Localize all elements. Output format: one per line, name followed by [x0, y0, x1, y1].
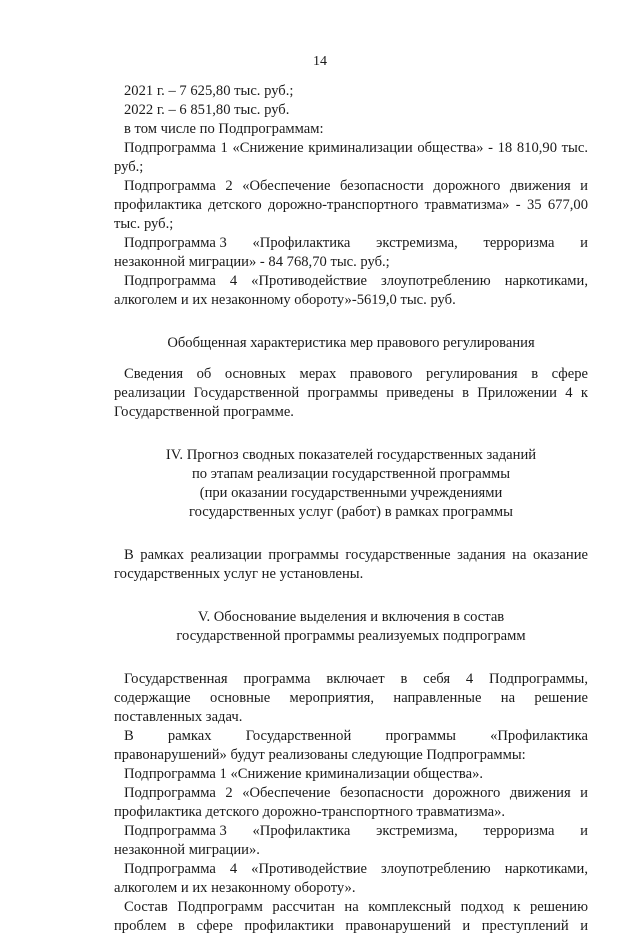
section-4-heading-line: по этапам реализации государственной программы: [191, 466, 511, 482]
word: рамках: [167, 728, 212, 744]
word: «Профилактика: [490, 728, 588, 744]
section-5-heading-line: государственной программы реализуемых подпрограмм: [176, 628, 526, 644]
page-number: 14: [313, 54, 327, 69]
word: и: [580, 823, 588, 839]
section-5-paragraph-2-line1: [114, 727, 588, 746]
finance-subprogram-4: Подпрограмма 4 «Противодействие злоупотреблению наркотиками, алкоголем и их незаконному обороту»-5619,0 тыс. руб.: [114, 273, 588, 308]
document-body: [114, 82, 588, 936]
finance-subprograms-intro: в том числе по Подпрограммам:: [124, 121, 324, 137]
word: экстремизма,: [376, 235, 458, 251]
section-5-heading-line: V. Обоснование выделения и включения в состав: [197, 609, 505, 625]
word: Подпрограмма 3: [124, 235, 227, 251]
section-5-subprogram-1: Подпрограмма 1 «Снижение криминализации общества».: [124, 766, 484, 782]
section-5-paragraph-1: Государственная программа включает в себя 4 Подпрограммы, содержащие основные мероприятия, направленные на решение поставленных задач.: [114, 671, 588, 725]
section-4-heading: [114, 446, 588, 522]
section-5-heading: [114, 608, 588, 646]
finance-subprogram-3-line1: [114, 234, 588, 253]
finance-subprogram-2: Подпрограмма 2 «Обеспечение безопасности дорожного движения и профилактика детского дорожно-транспортного травматизма» - 35 677,00 тыс. руб.;: [114, 178, 588, 232]
section-4-text: В рамках реализации программы государственные задания на оказание государственных услуг не установлены.: [114, 547, 588, 582]
legal-regulation-heading: Обобщенная характеристика мер правового регулирования: [167, 335, 535, 351]
word: Государственной: [245, 728, 352, 744]
word: программы: [385, 728, 456, 744]
finance-2021: 2021 г. – 7 625,80 тыс. руб.;: [124, 83, 294, 99]
word: и: [580, 235, 588, 251]
finance-subprogram-1: Подпрограмма 1 «Снижение криминализации общества» - 18 810,90 тыс. руб.;: [114, 140, 588, 175]
word: экстремизма,: [376, 823, 458, 839]
finance-2022: 2022 г. – 6 851,80 тыс. руб.: [124, 102, 290, 118]
word: «Профилактика: [252, 235, 351, 251]
legal-regulation-text: Сведения об основных мерах правового регулирования в сфере реализации Государственной программы приведены в Приложении 4 к Государственной программе.: [114, 366, 588, 420]
section-5-subprogram-3-line2: незаконной миграции».: [114, 842, 260, 858]
finance-subprogram-3-line2: незаконной миграции» - 84 768,70 тыс. руб.;: [114, 254, 390, 270]
word: «Профилактика: [252, 823, 351, 839]
word: Подпрограмма 3: [124, 823, 227, 839]
section-5-subprogram-4: Подпрограмма 4 «Противодействие злоупотреблению наркотиками, алкоголем и их незаконному обороту».: [114, 861, 588, 896]
word: терроризма: [483, 823, 555, 839]
word: терроризма: [483, 235, 555, 251]
section-5-subprogram-2: Подпрограмма 2 «Обеспечение безопасности дорожного движения и профилактика детского дорожно-транспортного травматизма».: [114, 785, 588, 820]
section-4-heading-line: государственных услуг (работ) в рамках программы: [189, 504, 513, 520]
section-4-heading-line: (при оказании государственными учреждениями: [199, 485, 503, 501]
word: В: [124, 728, 134, 744]
section-5-composition: Состав Подпрограмм рассчитан на комплексный подход к решению проблем в сфере профилактики правонарушений и преступлений и: [114, 899, 588, 934]
section-5-subprogram-3-line1: [114, 822, 588, 841]
section-5-paragraph-2-line2: правонарушений» будут реализованы следующие Подпрограммы:: [114, 747, 526, 763]
section-4-heading-line: IV. Прогноз сводных показателей государственных заданий: [165, 447, 537, 463]
